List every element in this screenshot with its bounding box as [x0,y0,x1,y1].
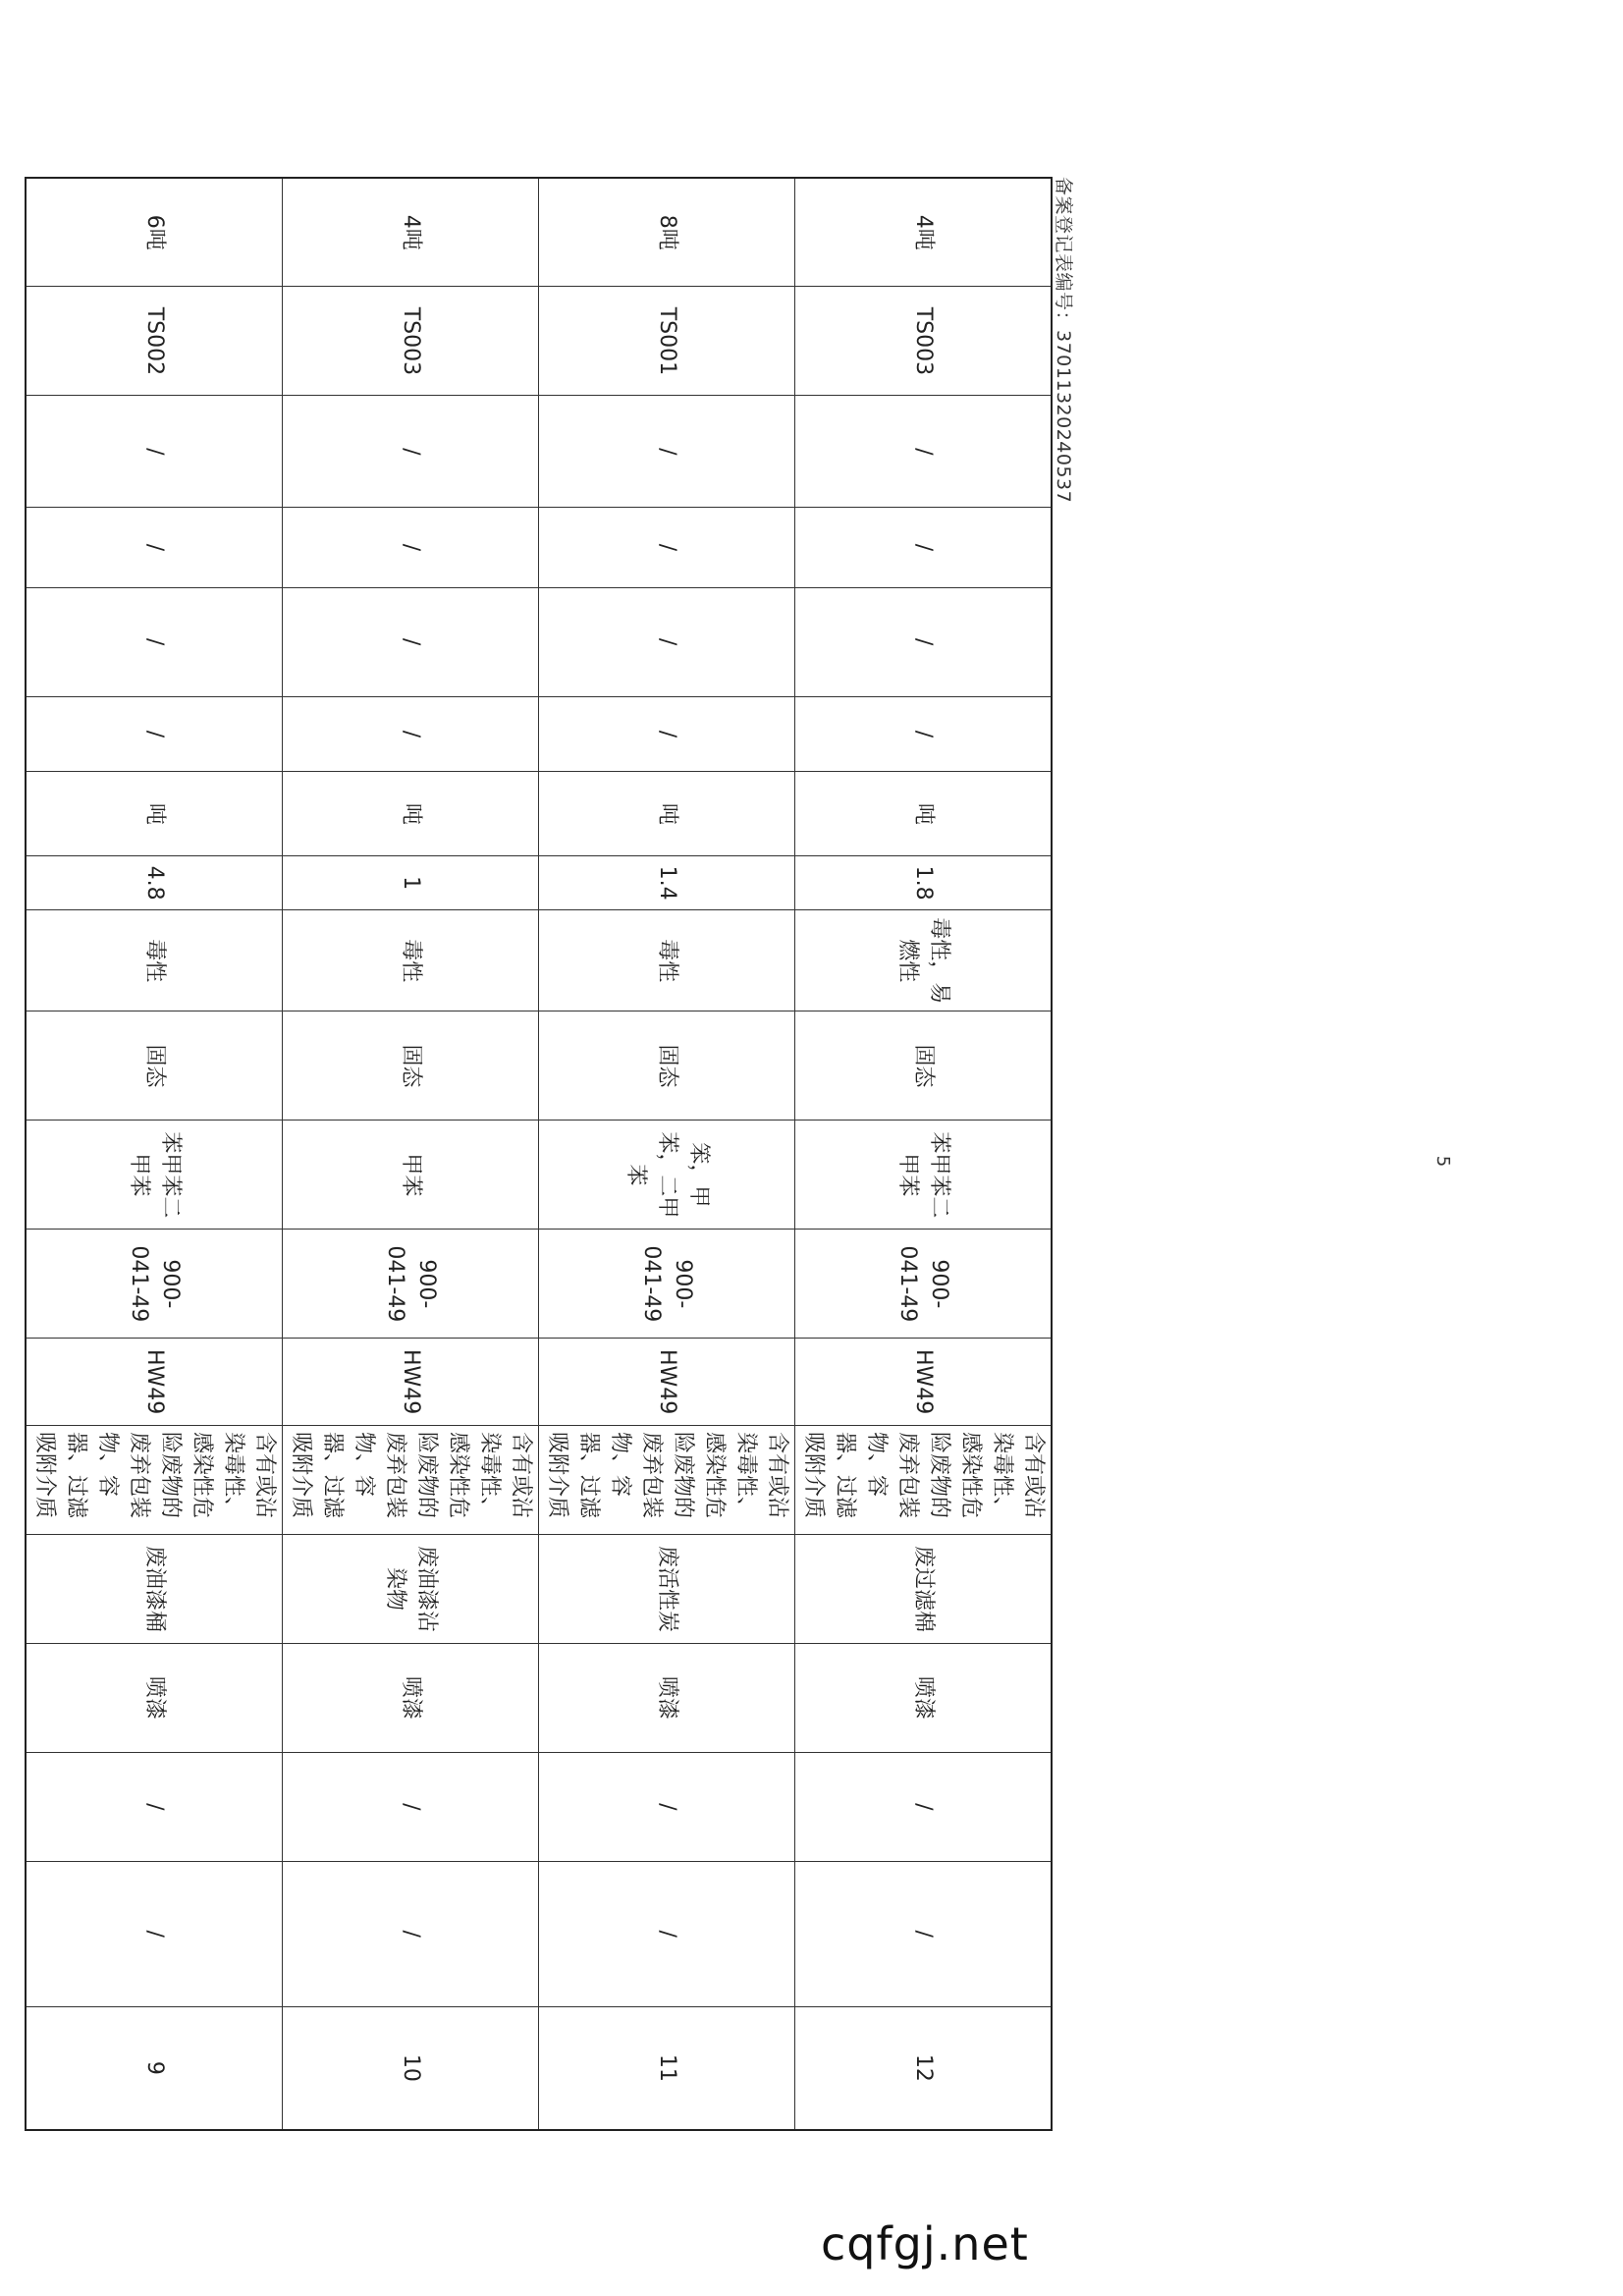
property-cell: 毒性 [539,909,795,1011]
code-cell: 900-041-49 [795,1230,1053,1339]
code-cell: 900-041-49 [283,1230,539,1339]
name-cell: 废油漆沾染物 [283,1534,539,1643]
capacity-cell: 4吨 [283,178,539,287]
c2-cell: / [795,1752,1053,1861]
c1-cell: / [539,1861,795,2006]
unit-cell: 吨 [795,772,1053,856]
storage-cell: TS001 [539,287,795,396]
amount-cell: 4.8 [26,856,283,910]
c3-cell: / [26,696,283,772]
name-cell: 废过滤棉 [795,1534,1053,1643]
no-cell: 12 [795,2006,1053,2130]
c3-cell: / [283,696,539,772]
component-cell: 笨，甲苯，二甲苯 [539,1121,795,1230]
property-cell: 毒性，易燃性 [795,909,1053,1011]
capacity-cell: 4吨 [795,178,1053,287]
c1-cell: / [283,1861,539,2006]
component-cell: 苯甲苯二甲苯 [795,1121,1053,1230]
storage-cell: TS002 [26,287,283,396]
property-cell: 毒性 [283,909,539,1011]
component-cell: 甲苯 [283,1121,539,1230]
no-cell: 11 [539,2006,795,2130]
c6-cell: / [283,396,539,508]
desc-cell: 含有或沾染毒性、感染性危险废物的废弃包装物、容器、过滤吸附介质 [795,1426,1053,1535]
desc-cell: 含有或沾染毒性、感染性危险废物的废弃包装物、容器、过滤吸附介质 [26,1426,283,1535]
capacity-cell: 6吨 [26,178,283,287]
amount-cell: 1.4 [539,856,795,910]
hazardous-waste-table [25,177,1053,2131]
form-cell: 固态 [26,1011,283,1121]
amount-cell: 1.8 [795,856,1053,910]
c2-cell: / [539,1752,795,1861]
component-cell: 苯甲苯二甲苯 [26,1121,283,1230]
category-cell: HW49 [283,1339,539,1426]
c6-cell: / [26,396,283,508]
c2-cell: / [283,1752,539,1861]
process-cell: 喷漆 [795,1643,1053,1752]
c4-cell: / [539,587,795,696]
c4-cell: / [26,587,283,696]
table-row [283,178,539,2130]
registration-number: 备案登记表编号：370113202405​37 [1053,177,1074,504]
capacity-cell: 8吨 [539,178,795,287]
storage-cell: TS003 [795,287,1053,396]
c6-cell: / [795,396,1053,508]
c3-cell: / [795,696,1053,772]
name-cell: 废活性炭 [539,1534,795,1643]
c3-cell: / [539,696,795,772]
desc-cell: 含有或沾染毒性、感染性危险废物的废弃包装物、容器、过滤吸附介质 [539,1426,795,1535]
code-cell: 900-041-49 [539,1230,795,1339]
desc-cell: 含有或沾染毒性、感染性危险废物的废弃包装物、容器、过滤吸附介质 [283,1426,539,1535]
category-cell: HW49 [26,1339,283,1426]
c1-cell: / [795,1861,1053,2006]
storage-cell: TS003 [283,287,539,396]
process-cell: 喷漆 [539,1643,795,1752]
table-row [795,178,1053,2130]
watermark: cqfgj.net [821,2217,1029,2270]
c4-cell: / [283,587,539,696]
c5-cell: / [283,508,539,587]
page-number: 5 [1433,1155,1454,1168]
c4-cell: / [795,587,1053,696]
code-cell: 900-041-49 [26,1230,283,1339]
form-cell: 固态 [539,1011,795,1121]
no-cell: 10 [283,2006,539,2130]
c2-cell: / [26,1752,283,1861]
unit-cell: 吨 [539,772,795,856]
amount-cell: 1 [283,856,539,910]
c5-cell: / [795,508,1053,587]
form-cell: 固态 [283,1011,539,1121]
process-cell: 喷漆 [26,1643,283,1752]
rotated-table-region [32,177,1074,2131]
category-cell: HW49 [539,1339,795,1426]
c6-cell: / [539,396,795,508]
process-cell: 喷漆 [283,1643,539,1752]
c5-cell: / [539,508,795,587]
c1-cell: / [26,1861,283,2006]
unit-cell: 吨 [283,772,539,856]
form-cell: 固态 [795,1011,1053,1121]
no-cell: 9 [26,2006,283,2130]
property-cell: 毒性 [26,909,283,1011]
table-row [26,178,283,2130]
table-row [539,178,795,2130]
c5-cell: / [26,508,283,587]
name-cell: 废油漆桶 [26,1534,283,1643]
unit-cell: 吨 [26,772,283,856]
category-cell: HW49 [795,1339,1053,1426]
